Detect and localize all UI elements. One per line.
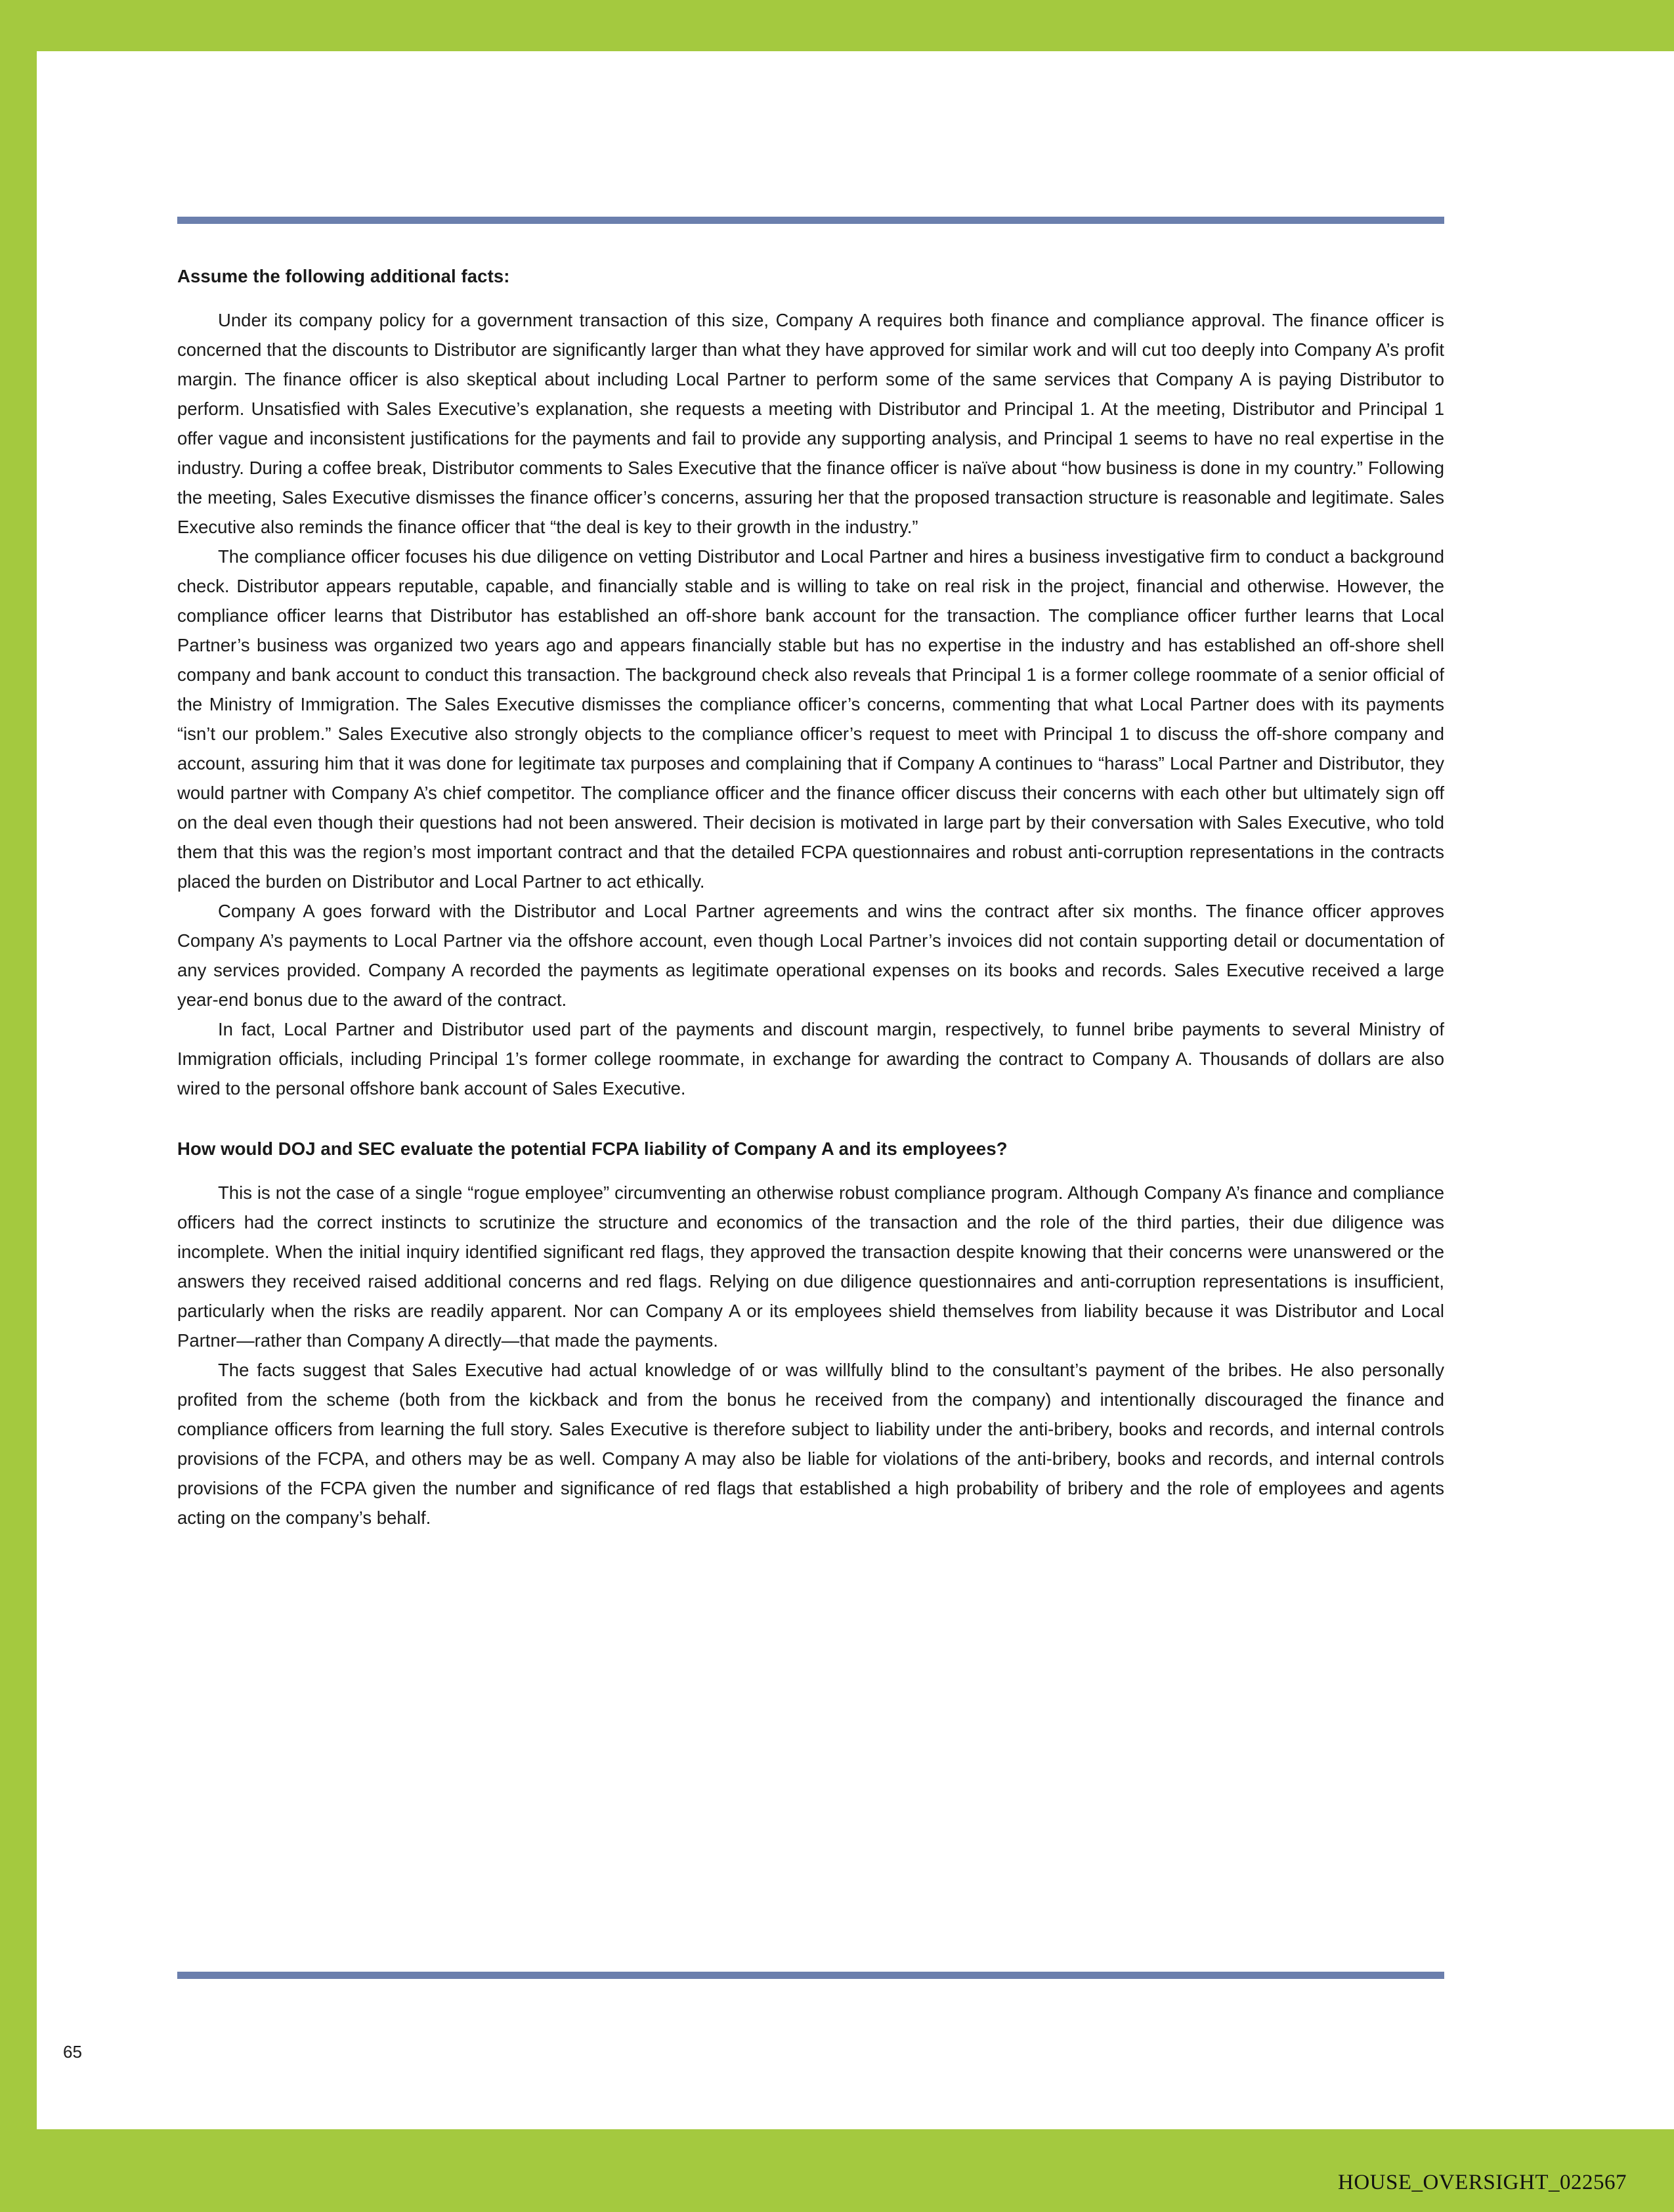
paragraph-4: In fact, Local Partner and Distributor used part of the payments and discount margin, respectively, to funnel bribe payments to several Ministry of Immigration officials, including Principal 1’s former college roommate, in exchange for awarding the contract to Company A. Thousands of dollars are also wired to the personal offshore bank account of Sales Executive. (177, 1018, 1444, 1098)
top-green-band (37, 0, 1674, 51)
paragraph-2: The compliance officer focuses his due diligence on vetting Distributor and Local Partner and hires a business investigative firm to conduct a background check. Distributor appears reputable, capable, and financially stable and is willing to take on real risk in the project, financial and otherwise. However, the compliance officer learns that Distributor has established an off-shore bank account for the transaction. The compliance officer further learns that Local Partner’s business was organized two years ago and appears financially stable but has no expertise in the industry and has established an off-shore shell company and bank account to conduct this transaction. The background check also reveals that Principal 1 is a former college roommate of a senior official of the Ministry of Immigration. The Sales Executive dismisses the compliance officer’s concerns, commenting that what Local Partner does with its payments “isn’t our problem.” Sales Executive also strongly objects to the compliance officer’s request to meet with Principal 1 to discuss the off-shore company and account, assuring him that it was done for legitimate tax purposes and complaining that if Company A continues to “harass” Local Partner and Distributor, they would partner with Company A’s chief competitor. The compliance officer and the finance officer discuss their concerns with each other but ultimately sign off on the deal even though their questions had not been answered. Their decision is motivated in large part by their conversation with Sales Executive, who told them that this was the region’s most important contract and that the detailed FCPA questionnaires and robust anti-corruption representations in the contracts placed the burden on Distributor and Local Partner to act ethically. (177, 546, 1444, 892)
bates-stamp: HOUSE_OVERSIGHT_022567 (1338, 2171, 1627, 2194)
paragraph-6: The facts suggest that Sales Executive had actual knowledge of or was willfully blind to the consultant’s payment of the bribes. He also personally profited from the scheme (both from the kickback and from the bonus he received from the company) and intentionally discouraged the finance and compliance officers from learning the full story. Sales Executive is therefore subject to liability under the anti-bribery, books and records, and internal controls provisions of the FCPA, and others may be as well. Company A may also be liable for violations of the anti-bribery, books and records, and internal controls provisions of the FCPA given the number and significance of red flags that established a high probability of bribery and the role of employees and agents acting on the company’s behalf. (177, 1359, 1444, 1528)
left-green-bar (0, 0, 37, 2212)
page-number: 65 (63, 2042, 82, 2062)
heading-how-would-doj-sec: How would DOJ and SEC evaluate the potential FCPA liability of Company A and its employees? (177, 1138, 1008, 1159)
paragraph-1: Under its company policy for a government transaction of this size, Company A requires both finance and compliance approval. The finance officer is concerned that the discounts to Distributor are significantly larger than what they have approved for similar work and will cut too deeply into Company A’s profit margin. The finance officer is also skeptical about including Local Partner to perform some of the same services that Company A is paying Distributor to perform. Unsatisfied with Sales Executive’s explanation, she requests a meeting with Distributor and Principal 1. At the meeting, Distributor and Principal 1 offer vague and inconsistent justifications for the payments and fail to provide any supporting analysis, and Principal 1 seems to have no real expertise in the industry. During a coffee break, Distributor comments to Sales Executive that the finance officer is naïve about “how business is done in my country.” Following the meeting, Sales Executive dismisses the finance officer’s concerns, assuring her that the proposed transaction structure is reasonable and legitimate. Sales Executive also reminds the finance officer that “the deal is key to their growth in the industry.” (177, 309, 1444, 537)
page-content (177, 217, 1444, 1532)
top-divider-rule (177, 217, 1444, 224)
paragraph-5: This is not the case of a single “rogue employee” circumventing an otherwise robust compliance program. Although Company A’s finance and compliance officers had the correct instincts to scrutinize the structure and economics of the transaction and the role of the third parties, their due diligence was incomplete. When the initial inquiry identified significant red flags, they approved the transaction despite knowing that their concerns were unanswered or the answers they received raised additional concerns and red flags. Relying on due diligence questionnaires and anti-corruption representations is insufficient, particularly when the risks are readily apparent. Nor can Company A or its employees shield themselves from liability because it was Distributor and Local Partner—rather than Company A directly—that made the payments. (177, 1182, 1444, 1351)
paragraph-3: Company A goes forward with the Distributor and Local Partner agreements and wins the contract after six months. The finance officer approves Company A’s payments to Local Partner via the offshore account, even though Local Partner’s invoices did not contain supporting detail or documentation of any services provided. Company A recorded the payments as legitimate operational expenses on its books and records. Sales Executive received a large year-end bonus due to the award of the contract. (177, 900, 1444, 1010)
heading-assume-facts: Assume the following additional facts: (177, 266, 510, 286)
bottom-divider-rule (177, 1972, 1444, 1979)
